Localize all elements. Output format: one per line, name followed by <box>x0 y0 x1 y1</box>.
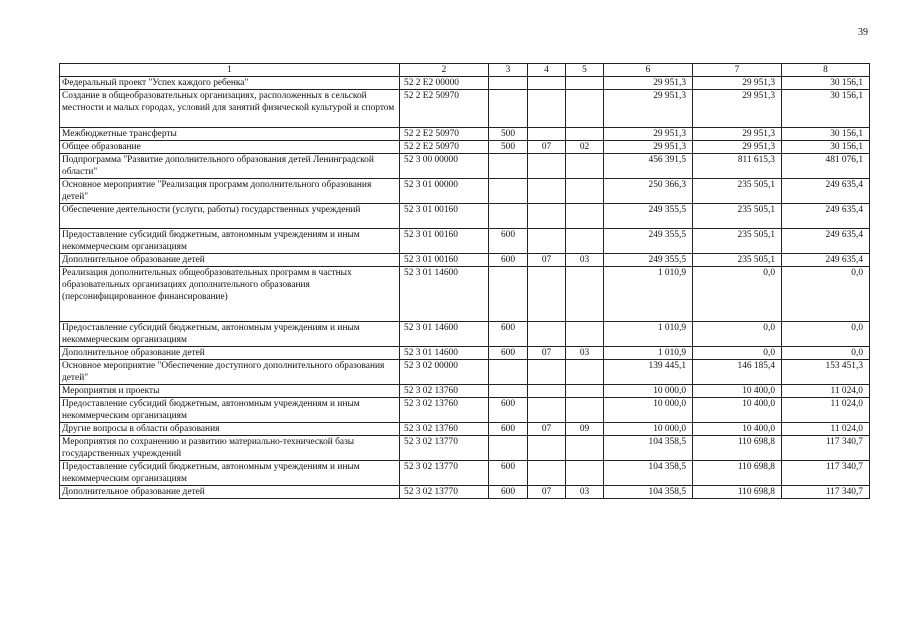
cell-amount-year-2: 110 698,8 <box>693 486 782 499</box>
cell-amount-year-2: 29 951,3 <box>693 90 782 128</box>
cell-expense-type <box>489 154 528 179</box>
cell-expense-type: 600 <box>489 398 528 423</box>
table-row <box>60 179 870 204</box>
table-row <box>60 398 870 423</box>
cell-subsection <box>566 204 604 229</box>
table-row <box>60 204 870 229</box>
cell-amount-year-2: 235 505,1 <box>693 179 782 204</box>
cell-section: 07 <box>528 254 566 267</box>
cell-name: Создание в общеобразовательных организациях, расположенных в сельской местности и малых городах, условий для занятий физической культурой и спортом <box>60 90 400 128</box>
cell-expense-type: 600 <box>489 229 528 254</box>
cell-section <box>528 461 566 486</box>
cell-amount-year-1: 249 355,5 <box>604 254 693 267</box>
cell-subsection <box>566 385 604 398</box>
cell-name: Подпрограмма "Развитие дополнительного образования детей Ленинградской области" <box>60 154 400 179</box>
cell-subsection <box>566 179 604 204</box>
cell-expense-type <box>489 267 528 322</box>
cell-name: Другие вопросы в области образования <box>60 423 400 436</box>
cell-subsection <box>566 398 604 423</box>
cell-subsection <box>566 229 604 254</box>
cell-section <box>528 128 566 141</box>
cell-target-code: 52 3 02 13770 <box>400 486 489 499</box>
cell-target-code: 52 2 E2 00000 <box>400 77 489 90</box>
cell-amount-year-3: 30 156,1 <box>782 141 870 154</box>
cell-amount-year-2: 811 615,3 <box>693 154 782 179</box>
cell-amount-year-2: 110 698,8 <box>693 461 782 486</box>
cell-name: Обеспечение деятельности (услуги, работы) государственных учреждений <box>60 204 400 229</box>
cell-subsection: 03 <box>566 347 604 360</box>
cell-target-code: 52 3 01 00160 <box>400 254 489 267</box>
cell-name: Дополнительное образование детей <box>60 486 400 499</box>
cell-name: Дополнительное образование детей <box>60 347 400 360</box>
cell-amount-year-3: 30 156,1 <box>782 90 870 128</box>
cell-amount-year-2: 146 185,4 <box>693 360 782 385</box>
header-cell: 8 <box>782 64 870 77</box>
cell-amount-year-3: 249 635,4 <box>782 204 870 229</box>
cell-expense-type: 600 <box>489 322 528 347</box>
cell-subsection <box>566 128 604 141</box>
cell-subsection <box>566 267 604 322</box>
cell-subsection <box>566 360 604 385</box>
cell-expense-type: 500 <box>489 128 528 141</box>
cell-amount-year-3: 117 340,7 <box>782 436 870 461</box>
cell-section <box>528 90 566 128</box>
cell-expense-type <box>489 385 528 398</box>
cell-subsection <box>566 436 604 461</box>
budget-table <box>59 63 870 499</box>
cell-amount-year-2: 0,0 <box>693 267 782 322</box>
header-cell: 1 <box>60 64 400 77</box>
cell-expense-type <box>489 436 528 461</box>
cell-expense-type <box>489 204 528 229</box>
cell-amount-year-3: 481 076,1 <box>782 154 870 179</box>
cell-target-code: 52 3 02 13770 <box>400 436 489 461</box>
cell-amount-year-1: 104 358,5 <box>604 436 693 461</box>
cell-target-code: 52 3 01 00000 <box>400 179 489 204</box>
table-row <box>60 486 870 499</box>
header-cell: 3 <box>489 64 528 77</box>
cell-amount-year-1: 104 358,5 <box>604 486 693 499</box>
cell-name: Реализация дополнительных общеобразовательных программ в частных образовательных организациях дополнительного образования (персонифицированное финансирование) <box>60 267 400 322</box>
cell-subsection <box>566 322 604 347</box>
cell-subsection <box>566 77 604 90</box>
cell-expense-type: 600 <box>489 254 528 267</box>
header-row <box>60 64 870 77</box>
cell-target-code: 52 3 01 00160 <box>400 229 489 254</box>
table-row <box>60 141 870 154</box>
cell-amount-year-2: 10 400,0 <box>693 398 782 423</box>
cell-target-code: 52 3 01 14600 <box>400 347 489 360</box>
cell-amount-year-3: 0,0 <box>782 267 870 322</box>
table-row <box>60 322 870 347</box>
cell-amount-year-1: 29 951,3 <box>604 90 693 128</box>
cell-name: Мероприятия и проекты <box>60 385 400 398</box>
cell-name: Основное мероприятие "Реализация программ дополнительного образования детей" <box>60 179 400 204</box>
header-cell: 4 <box>528 64 566 77</box>
cell-amount-year-3: 11 024,0 <box>782 385 870 398</box>
cell-section <box>528 436 566 461</box>
cell-amount-year-1: 139 445,1 <box>604 360 693 385</box>
cell-section <box>528 154 566 179</box>
cell-amount-year-1: 1 010,9 <box>604 347 693 360</box>
cell-section <box>528 267 566 322</box>
cell-expense-type <box>489 90 528 128</box>
cell-expense-type: 600 <box>489 486 528 499</box>
cell-subsection: 03 <box>566 254 604 267</box>
cell-section <box>528 398 566 423</box>
cell-target-code: 52 3 00 00000 <box>400 154 489 179</box>
table-row <box>60 229 870 254</box>
cell-amount-year-3: 249 635,4 <box>782 254 870 267</box>
table-row <box>60 254 870 267</box>
cell-amount-year-3: 249 635,4 <box>782 179 870 204</box>
cell-target-code: 52 3 02 13760 <box>400 423 489 436</box>
cell-expense-type: 600 <box>489 461 528 486</box>
cell-amount-year-2: 29 951,3 <box>693 77 782 90</box>
cell-amount-year-1: 456 391,5 <box>604 154 693 179</box>
cell-section <box>528 360 566 385</box>
cell-section <box>528 229 566 254</box>
cell-amount-year-2: 10 400,0 <box>693 423 782 436</box>
cell-subsection: 03 <box>566 486 604 499</box>
cell-section <box>528 385 566 398</box>
cell-amount-year-1: 29 951,3 <box>604 141 693 154</box>
table-row <box>60 90 870 128</box>
cell-expense-type: 600 <box>489 423 528 436</box>
cell-expense-type <box>489 360 528 385</box>
cell-amount-year-3: 0,0 <box>782 322 870 347</box>
cell-section <box>528 179 566 204</box>
table-row <box>60 360 870 385</box>
table-row <box>60 423 870 436</box>
cell-amount-year-3: 11 024,0 <box>782 423 870 436</box>
cell-expense-type: 600 <box>489 347 528 360</box>
cell-name: Дополнительное образование детей <box>60 254 400 267</box>
cell-amount-year-3: 30 156,1 <box>782 128 870 141</box>
cell-subsection <box>566 90 604 128</box>
cell-amount-year-1: 250 366,3 <box>604 179 693 204</box>
cell-amount-year-2: 0,0 <box>693 322 782 347</box>
cell-amount-year-2: 235 505,1 <box>693 204 782 229</box>
cell-section <box>528 204 566 229</box>
cell-amount-year-3: 30 156,1 <box>782 77 870 90</box>
cell-amount-year-1: 10 000,0 <box>604 423 693 436</box>
header-cell: 5 <box>566 64 604 77</box>
cell-target-code: 52 2 E2 50970 <box>400 90 489 128</box>
table-row <box>60 461 870 486</box>
cell-subsection: 02 <box>566 141 604 154</box>
table-row <box>60 436 870 461</box>
cell-amount-year-1: 10 000,0 <box>604 385 693 398</box>
cell-expense-type <box>489 179 528 204</box>
cell-amount-year-3: 117 340,7 <box>782 486 870 499</box>
cell-amount-year-3: 153 451,3 <box>782 360 870 385</box>
cell-target-code: 52 3 01 14600 <box>400 267 489 322</box>
cell-amount-year-2: 0,0 <box>693 347 782 360</box>
cell-target-code: 52 3 02 13760 <box>400 398 489 423</box>
cell-target-code: 52 3 01 00160 <box>400 204 489 229</box>
cell-amount-year-3: 117 340,7 <box>782 461 870 486</box>
cell-section: 07 <box>528 347 566 360</box>
cell-section: 07 <box>528 423 566 436</box>
table-row <box>60 77 870 90</box>
cell-amount-year-2: 29 951,3 <box>693 141 782 154</box>
cell-section: 07 <box>528 486 566 499</box>
cell-target-code: 52 3 01 14600 <box>400 322 489 347</box>
cell-name: Предоставление субсидий бюджетным, автономным учреждениям и иным некоммерческим организациям <box>60 229 400 254</box>
cell-name: Федеральный проект "Успех каждого ребенка" <box>60 77 400 90</box>
cell-amount-year-3: 11 024,0 <box>782 398 870 423</box>
cell-target-code: 52 3 02 13770 <box>400 461 489 486</box>
cell-section: 07 <box>528 141 566 154</box>
cell-target-code: 52 2 E2 50970 <box>400 141 489 154</box>
cell-name: Межбюджетные трансферты <box>60 128 400 141</box>
cell-amount-year-1: 249 355,5 <box>604 204 693 229</box>
cell-amount-year-1: 29 951,3 <box>604 128 693 141</box>
table-row <box>60 128 870 141</box>
cell-expense-type: 500 <box>489 141 528 154</box>
cell-target-code: 52 3 02 13760 <box>400 385 489 398</box>
cell-amount-year-2: 10 400,0 <box>693 385 782 398</box>
cell-amount-year-3: 249 635,4 <box>782 229 870 254</box>
cell-section <box>528 322 566 347</box>
cell-amount-year-1: 249 355,5 <box>604 229 693 254</box>
cell-name: Мероприятия по сохранению и развитию материально-технической базы государственных учреждений <box>60 436 400 461</box>
cell-section <box>528 77 566 90</box>
cell-target-code: 52 2 E2 50970 <box>400 128 489 141</box>
cell-subsection: 09 <box>566 423 604 436</box>
cell-amount-year-2: 110 698,8 <box>693 436 782 461</box>
table-row <box>60 347 870 360</box>
table-row <box>60 385 870 398</box>
cell-name: Общее образование <box>60 141 400 154</box>
cell-amount-year-1: 10 000,0 <box>604 398 693 423</box>
cell-amount-year-1: 29 951,3 <box>604 77 693 90</box>
header-cell: 2 <box>400 64 489 77</box>
header-cell: 6 <box>604 64 693 77</box>
cell-name: Предоставление субсидий бюджетным, автономным учреждениям и иным некоммерческим организациям <box>60 398 400 423</box>
cell-name: Предоставление субсидий бюджетным, автономным учреждениям и иным некоммерческим организациям <box>60 461 400 486</box>
header-cell: 7 <box>693 64 782 77</box>
cell-name: Основное мероприятие "Обеспечение доступного дополнительного образования детей" <box>60 360 400 385</box>
table-row <box>60 154 870 179</box>
cell-amount-year-1: 1 010,9 <box>604 322 693 347</box>
cell-amount-year-2: 235 505,1 <box>693 254 782 267</box>
cell-amount-year-1: 1 010,9 <box>604 267 693 322</box>
cell-target-code: 52 3 02 00000 <box>400 360 489 385</box>
cell-amount-year-2: 29 951,3 <box>693 128 782 141</box>
cell-subsection <box>566 154 604 179</box>
cell-name: Предоставление субсидий бюджетным, автономным учреждениям и иным некоммерческим организациям <box>60 322 400 347</box>
cell-expense-type <box>489 77 528 90</box>
cell-amount-year-2: 235 505,1 <box>693 229 782 254</box>
cell-subsection <box>566 461 604 486</box>
page-number: 39 <box>858 27 868 38</box>
cell-amount-year-3: 0,0 <box>782 347 870 360</box>
table-row <box>60 267 870 322</box>
cell-amount-year-1: 104 358,5 <box>604 461 693 486</box>
